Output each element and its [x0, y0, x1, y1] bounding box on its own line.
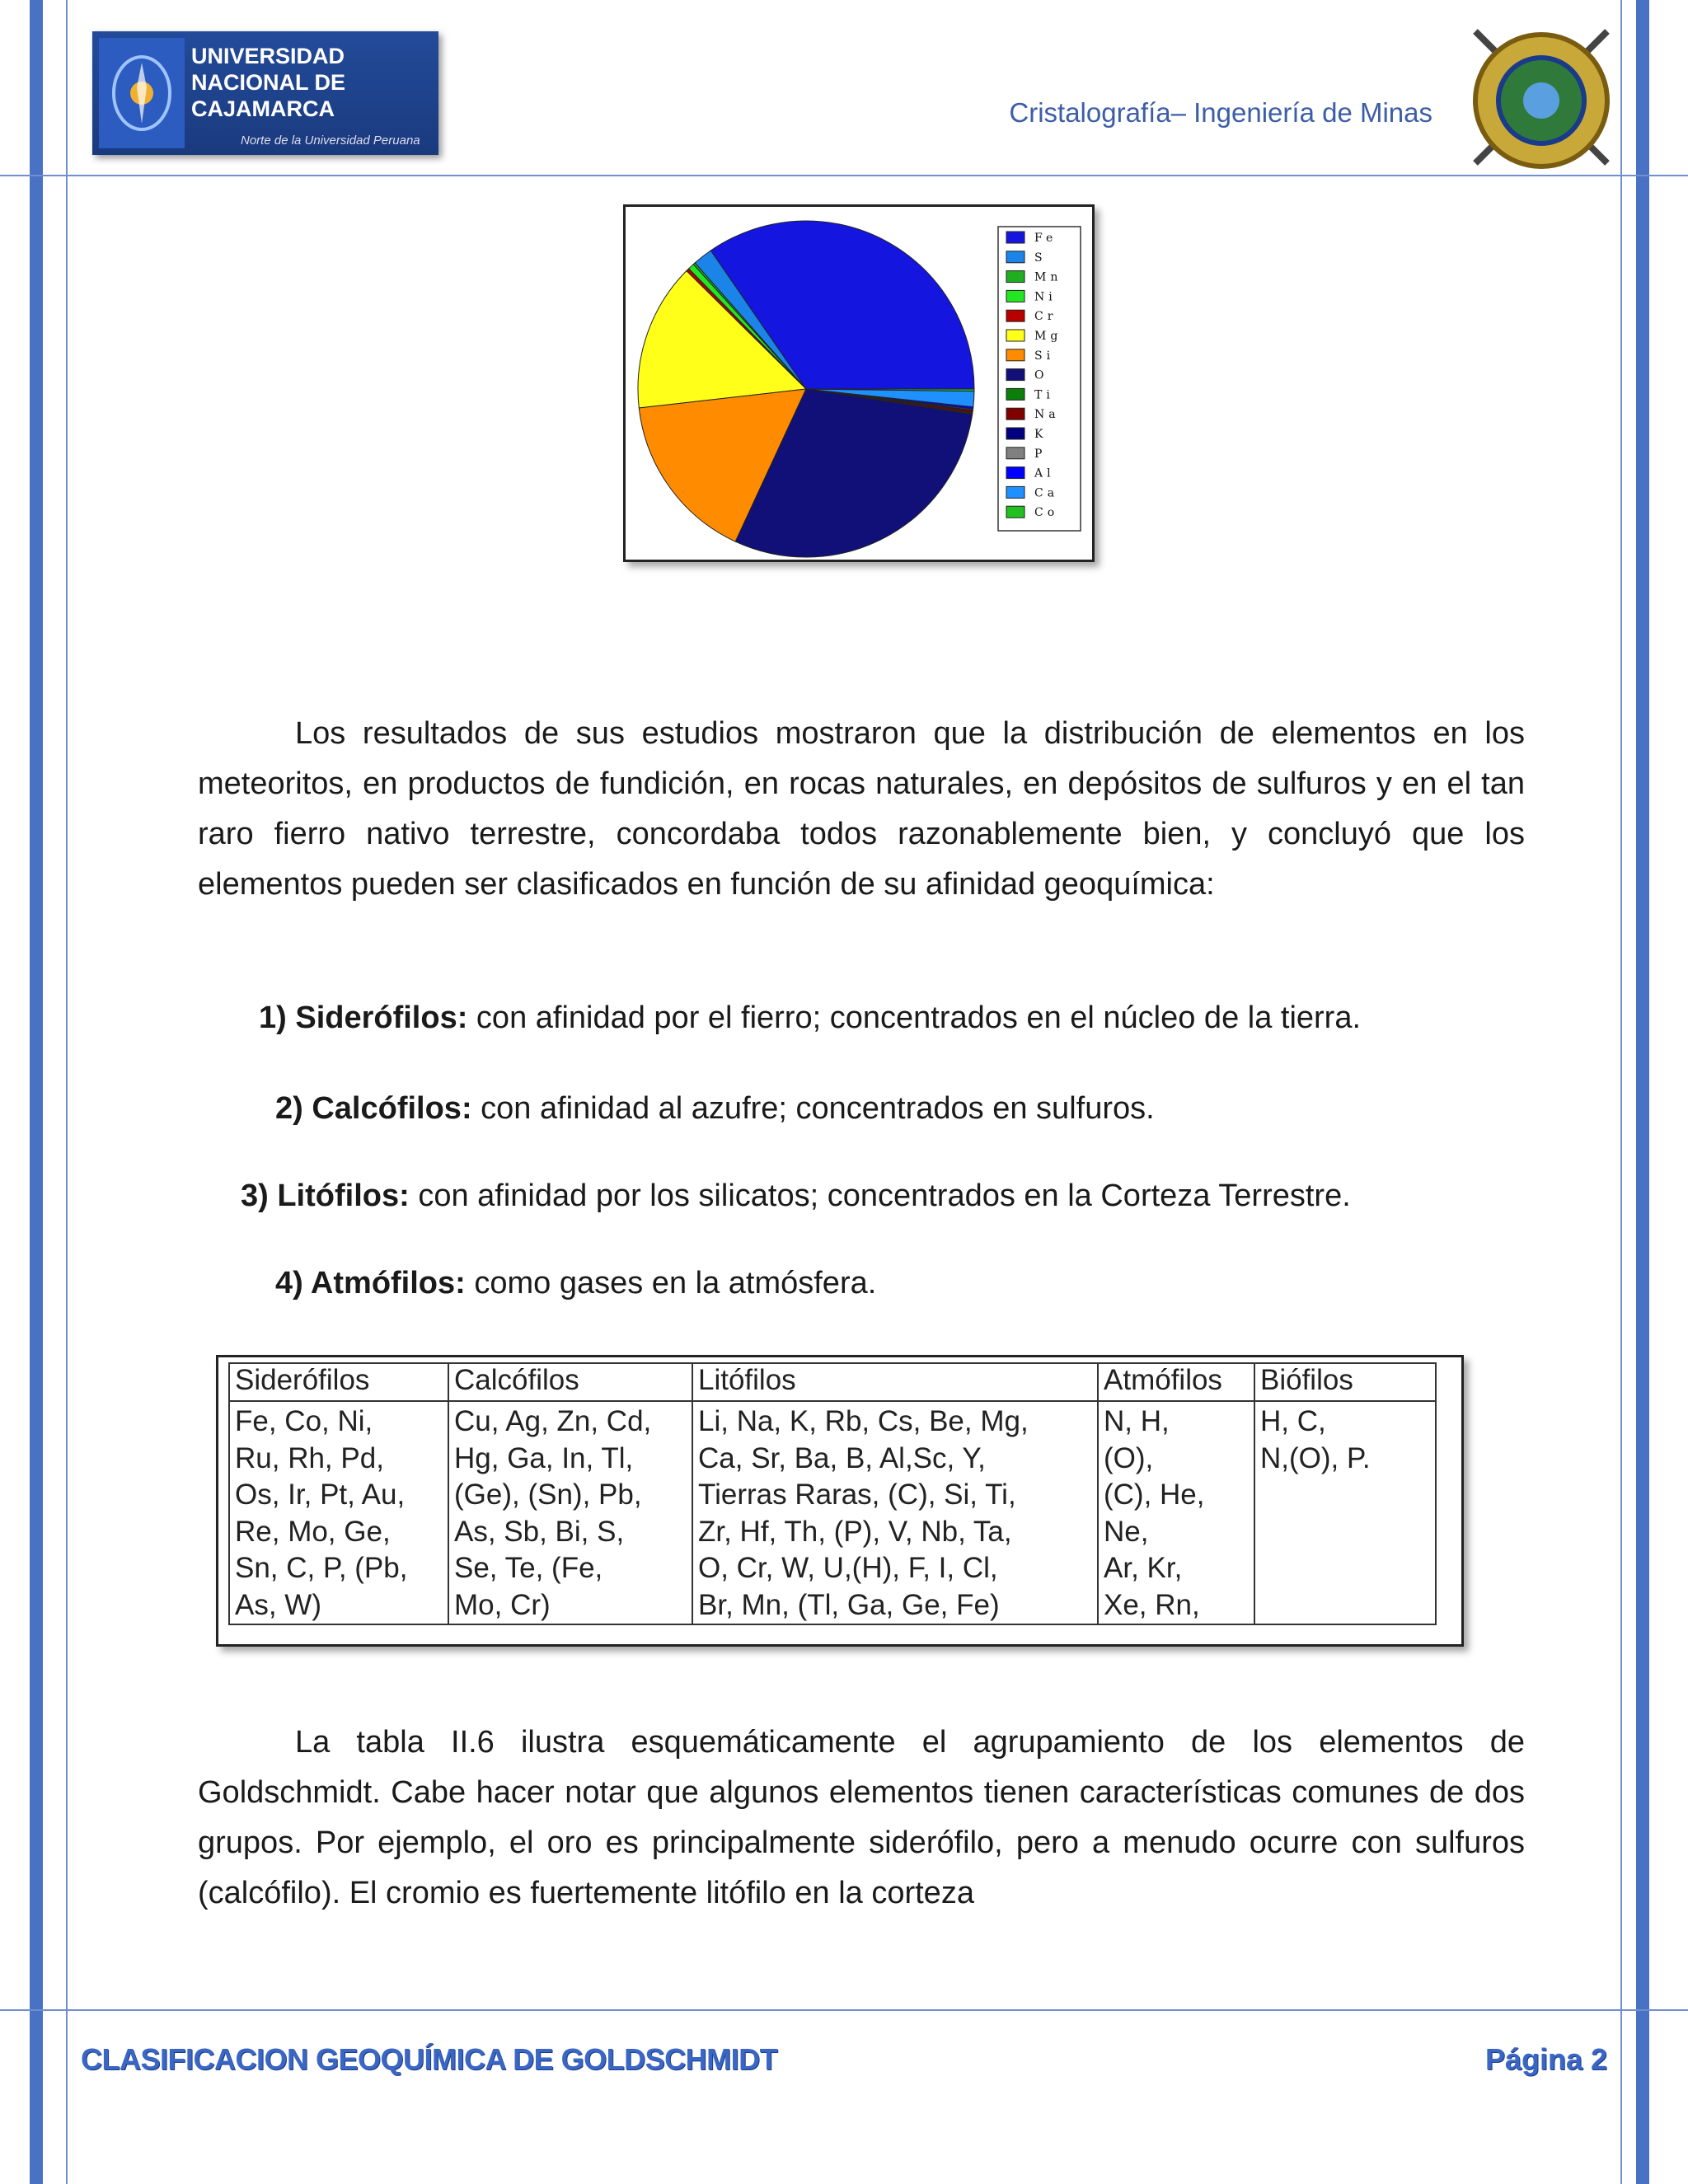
legend-label-al: Al — [1034, 466, 1055, 480]
legend-label-p: P — [1034, 447, 1047, 461]
left-border-line — [66, 0, 68, 2184]
legend-label-co: Co — [1034, 506, 1059, 520]
paragraph-intro — [198, 709, 1525, 910]
university-logo — [92, 31, 438, 155]
legend-label-s: S — [1034, 251, 1047, 265]
legend-swatch-ca — [1006, 486, 1025, 498]
logo-line-2: NACIONAL DE — [191, 70, 346, 95]
item-desc: con afinidad por el fierro; concentrados en el núcleo de la tierra. — [467, 1001, 1362, 1035]
table-header-cell: Litófilos — [692, 1363, 1098, 1401]
legend-swatch-cr — [1006, 310, 1025, 321]
mining-seal-icon — [1459, 15, 1624, 180]
item-desc: con afinidad por los silicatos; concentrados en la Corteza Terrestre. — [409, 1179, 1351, 1213]
legend-swatch-al — [1006, 467, 1025, 479]
legend-swatch-na — [1006, 408, 1025, 419]
table-header-cell: Biófilos — [1254, 1363, 1436, 1401]
left-border-bar — [30, 0, 43, 2184]
legend-label-cr: Cr — [1034, 310, 1057, 324]
legend-swatch-fe — [1006, 232, 1025, 243]
legend-label-ti: Ti — [1034, 388, 1054, 402]
footer-document-title: CLASIFICACION GEOQUÍMICA DE GOLDSCHMIDT — [81, 2042, 778, 2076]
header-title: Cristalografía– Ingeniería de Minas — [1009, 97, 1432, 128]
item-litofilos — [241, 1175, 1351, 1216]
footer-page-number: Página 2 — [1485, 2042, 1608, 2076]
table-cell: N, H, (O), (C), He, Ne, Ar, Kr, Xe, Rn, — [1098, 1401, 1254, 1624]
header-rule — [0, 175, 1688, 176]
paragraph-table-description-text: La tabla II.6 ilustra esquemáticamente el agrupamiento de los elementos de Goldschmidt. Cabe hacer notar que algunos elementos tienen características comunes de dos grupos. Por ejemplo, el oro es principalmente siderófilo, pero a menudo ocurre con sulfuros (calcófilo). El cromio es fuertemente litófilo en la corteza — [198, 1725, 1525, 1910]
logo-tagline: Norte de la Universidad Peruana — [241, 134, 420, 148]
legend-swatch-k — [1006, 428, 1025, 439]
item-calcofilos — [275, 1088, 1155, 1129]
legend-label-ni: Ni — [1034, 290, 1057, 304]
legend-label-si: Si — [1034, 349, 1055, 363]
legend-swatch-ti — [1006, 388, 1025, 400]
legend-swatch-ni — [1006, 290, 1025, 302]
legend-label-o: O — [1034, 368, 1048, 382]
goldschmidt-table — [228, 1362, 1437, 1625]
logo-line-3: CAJAMARCA — [191, 96, 335, 121]
element-pie-chart — [623, 204, 1095, 562]
pie-chart-svg — [626, 207, 1092, 560]
legend-label-fe: Fe — [1034, 232, 1057, 245]
legend-swatch-p — [1006, 448, 1025, 459]
table-row — [229, 1401, 1436, 1624]
footer-rule — [0, 2009, 1688, 2011]
table-cell: H, C, N,(O), P. — [1254, 1401, 1436, 1624]
legend-label-mn: Mn — [1034, 270, 1062, 284]
table-header-cell: Atmófilos — [1098, 1363, 1254, 1401]
paragraph-table-description — [198, 1718, 1525, 1919]
table-cell: Cu, Ag, Zn, Cd, Hg, Ga, In, Tl, (Ge), (Sn), Pb, As, Sb, Bi, S, Se, Te, (Fe, Mo, Cr) — [448, 1401, 692, 1624]
table-cell: Fe, Co, Ni, Ru, Rh, Pd, Os, Ir, Pt, Au, Re, Mo, Ge, Sn, C, P, (Pb, As, W) — [229, 1401, 448, 1624]
item-atmofilos — [275, 1263, 876, 1304]
item-term: 1) Siderófilos: — [259, 1001, 468, 1035]
table-header-cell: Calcófilos — [448, 1363, 692, 1401]
legend-swatch-s — [1006, 251, 1025, 263]
legend-label-k: K — [1034, 428, 1048, 441]
legend-swatch-mg — [1006, 330, 1025, 341]
university-emblem-icon — [99, 38, 185, 148]
item-siderofilos — [259, 997, 1361, 1038]
legend-swatch-o — [1006, 369, 1025, 381]
legend-swatch-co — [1006, 506, 1025, 518]
goldschmidt-table-figure — [216, 1355, 1464, 1647]
logo-line-1: UNIVERSIDAD — [191, 44, 345, 68]
table-header-row — [229, 1363, 1436, 1401]
table-header-cell: Siderófilos — [229, 1363, 448, 1401]
item-term: 2) Calcófilos: — [275, 1091, 472, 1126]
paragraph-intro-text: Los resultados de sus estudios mostraron que la distribución de elementos en los meteoritos, en productos de fundición, en rocas naturales, en depósitos de sulfuros y en el tan raro fierro nativo terrestre, concordaba todos razonablemente bien, y concluyó que los elementos pueden ser clasificados en función de su afinidad geoquímica: — [198, 716, 1525, 902]
item-term: 4) Atmófilos: — [275, 1266, 466, 1301]
item-desc: como gases en la atmósfera. — [465, 1266, 877, 1301]
right-border-line — [1620, 0, 1622, 2184]
item-desc: con afinidad al azufre; concentrados en sulfuros. — [471, 1091, 1155, 1126]
legend-swatch-si — [1006, 349, 1025, 361]
item-term: 3) Litófilos: — [241, 1179, 410, 1213]
legend-label-na: Na — [1034, 408, 1060, 422]
table-cell: Li, Na, K, Rb, Cs, Be, Mg, Ca, Sr, Ba, B, Al,Sc, Y, Tierras Raras, (C), Si, Ti, Zr, Hf, Th, (P), V, Nb, Ta, O, Cr, W, U,(H), F, I, Cl, Br, Mn, (Tl, Ga, Ge, Fe) — [692, 1401, 1098, 1624]
legend-swatch-mn — [1006, 271, 1025, 283]
legend-label-mg: Mg — [1034, 330, 1062, 343]
legend-label-ca: Ca — [1034, 486, 1059, 500]
right-border-bar — [1636, 0, 1649, 2184]
